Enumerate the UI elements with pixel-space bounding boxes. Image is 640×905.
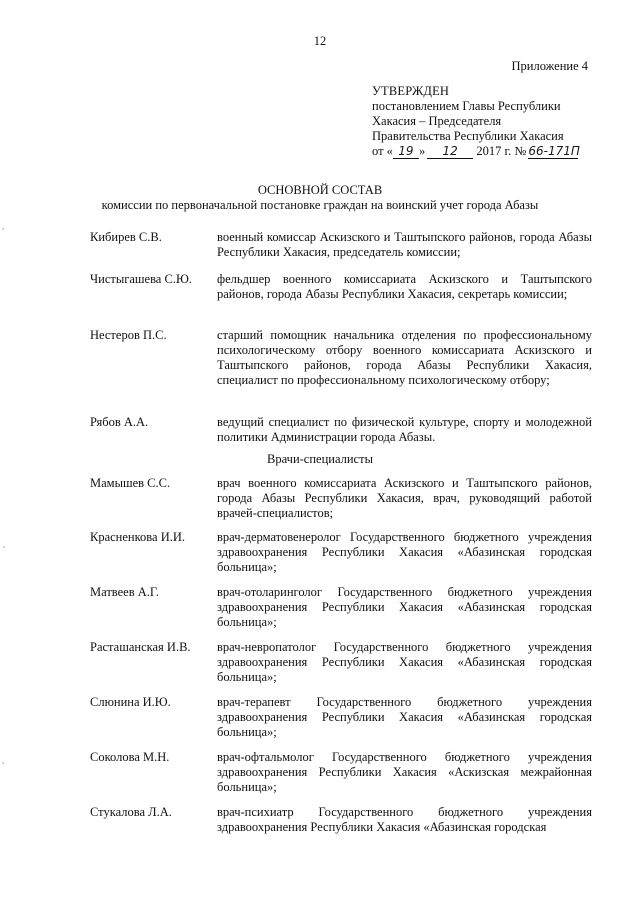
date-mid: » [418,144,426,158]
doctor-description: врач-невропатолог Государственного бюджетного учреждения здравоохранения Республики Хакасия «Абазинская городская больница»; [217,640,592,684]
doctor-name: Красненкова И.И. [90,530,186,544]
member-name: Кибирев С.В. [90,230,162,244]
approval-line: Хакасия – Председателя [372,114,502,128]
doctor-name: Стукалова Л.А. [90,805,172,819]
document-title: ОСНОВНОЙ СОСТАВ [257,183,383,197]
approval-block [372,84,612,159]
doctors-section-title: Врачи-специалисты [267,452,373,466]
year-text: 2017 г. № [476,144,527,158]
member-entry [90,328,592,388]
doctor-name: Расташанская И.В. [90,640,191,654]
scan-speck [3,546,5,548]
document-subtitle: комиссии по первоначальной постановке граждан на воинский учет города Абазы [101,198,539,212]
member-name: Нестеров П.С. [90,328,167,342]
doctor-entry [90,695,592,740]
approval-line: Правительства Республики Хакасия [372,129,564,143]
member-entry [90,230,592,260]
date-prefix: от « [372,144,393,158]
handwritten-month: 12 [427,145,473,159]
member-description: ведущий специалист по физической культуре, спорту и молодежной политики Администрации города Абазы. [217,415,592,444]
member-description: фельдшер военного комиссариата Аскизского и Таштыпского районов, города Абазы Республики Хакасия, секретарь комиссии; [217,272,592,301]
doctor-name: Мамышев С.С. [90,476,171,490]
approval-line: постановлением Главы Республики [372,99,561,113]
doctor-entry [90,530,592,575]
scan-speck [2,762,4,764]
scan-speck [2,228,4,230]
appendix-label: Приложение 4 [511,59,588,73]
doctor-entry [90,750,592,795]
doctor-name: Соколова М.Н. [90,750,170,764]
member-description: военный комиссар Аскизского и Таштыпского районов, города Абазы Республики Хакасия, председатель комиссии; [217,230,592,259]
approval-title: УТВЕРЖДЕН [372,84,450,98]
handwritten-day: 19 [393,145,419,159]
doctor-name: Матвеев А.Г. [90,585,159,599]
doctor-description: врач-терапевт Государственного бюджетного учреждения здравоохранения Республики Хакасия «Абазинская городская больница»; [217,695,592,739]
member-name: Рябов А.А. [90,415,149,429]
handwritten-number: 66-171П [528,144,580,158]
doctor-entry [90,476,592,521]
doctor-entry [90,805,592,835]
approval-date-line [372,144,612,159]
doctor-description: врач-психиатр Государственного бюджетного учреждения здравоохранения Республики Хакасия «Абазинская городская [217,805,592,834]
member-entry [90,272,592,302]
doctor-name: Слюнина И.Ю. [90,695,171,709]
member-name: Чистыгашева С.Ю. [90,272,192,286]
doctor-entry [90,640,592,685]
doctor-description: врач военного комиссариата Аскизского и Таштыпского районов, города Абазы Республики Хакасия, врач, руководящий работой врачей-специалистов; [217,476,592,520]
doctor-description: врач-отоларинголог Государственного бюджетного учреждения здравоохранения Республики Хакасия «Абазинская городская больница»; [217,585,592,629]
doctor-entry [90,585,592,630]
member-description: старший помощник начальника отделения по профессиональному психологическому отбору военного комиссариата Аскизского и Таштыпского районов, города Абазы Республики Хакасия, специалист по профессиональному психологическому отбору; [217,328,592,387]
member-entry [90,415,592,445]
doctor-description: врач-дерматовенеролог Государственного бюджетного учреждения здравоохранения Республики Хакасия «Абазинская городская больница»; [217,530,592,574]
doctor-description: врач-офтальмолог Государственного бюджетного учреждения здравоохранения Республики Хакасия «Аскизская межрайонная больница»; [217,750,592,794]
page-number: 12 [313,34,327,48]
